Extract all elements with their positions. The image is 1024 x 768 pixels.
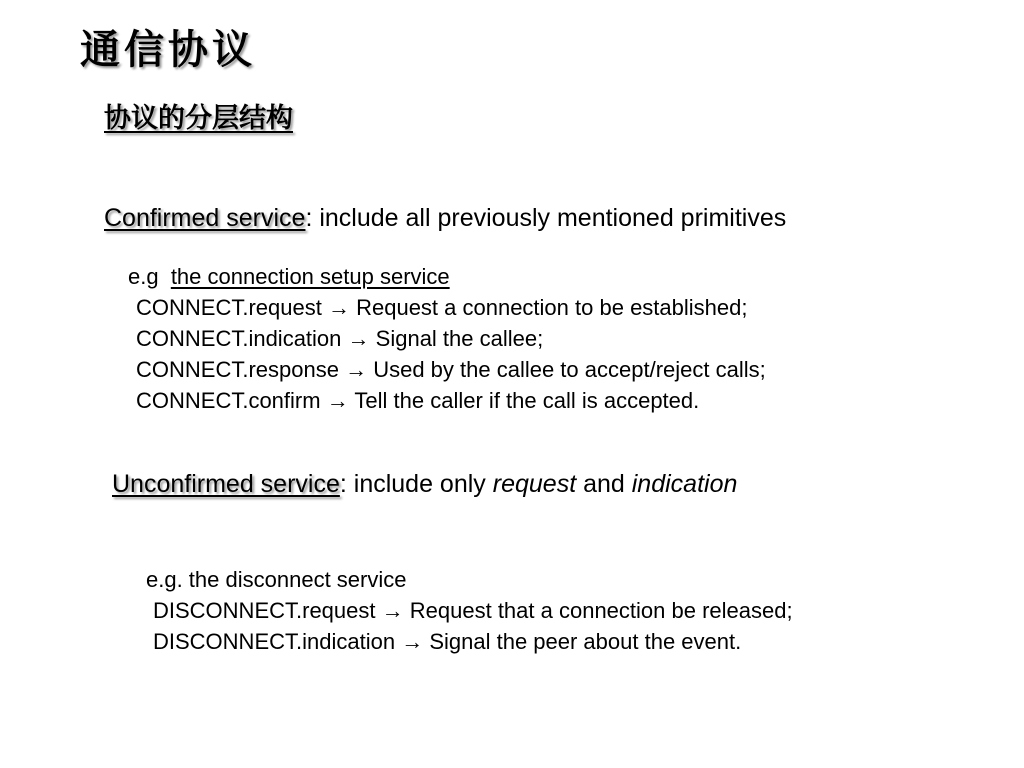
- primitive-name: DISCONNECT.indication: [153, 629, 396, 654]
- confirmed-example-prefix: e.g: [128, 264, 171, 289]
- primitive-desc: Tell the caller if the call is accepted.: [354, 388, 700, 413]
- primitive-line: [153, 629, 741, 655]
- arrow-right-icon: →: [347, 326, 370, 351]
- arrow-right-icon: →: [327, 295, 350, 320]
- unconfirmed-service-heading: [112, 470, 737, 499]
- primitive-desc: Signal the callee;: [375, 326, 544, 351]
- slide-subtitle: 协议的分层结构: [104, 103, 293, 134]
- arrow-right-icon: →: [326, 388, 349, 413]
- connection-setup-link: the connection setup service: [170, 264, 450, 289]
- primitive-desc: Used by the callee to accept/reject calls;: [373, 357, 766, 382]
- arrow-right-icon: →: [381, 598, 404, 623]
- confirmed-service-heading: [104, 204, 786, 233]
- primitive-line: [136, 326, 543, 352]
- confirmed-service-desc: include all previously mentioned primitives: [312, 204, 787, 232]
- primitive-name: CONNECT.indication: [136, 326, 342, 351]
- indication-word: indication: [631, 470, 738, 498]
- confirmed-colon: :: [305, 204, 313, 232]
- unconfirmed-example: e.g. the disconnect service: [146, 567, 407, 592]
- unconfirmed-colon: :: [339, 470, 347, 498]
- primitive-line: [136, 357, 766, 383]
- primitive-name: DISCONNECT.request: [153, 598, 376, 623]
- arrow-right-icon: →: [401, 629, 424, 654]
- primitive-desc: Request that a connection be released;: [409, 598, 793, 623]
- primitive-name: CONNECT.response: [136, 357, 339, 382]
- and-word: and: [576, 470, 632, 498]
- primitive-line: [153, 598, 793, 624]
- primitive-name: CONNECT.confirm: [136, 388, 321, 413]
- primitive-name: CONNECT.request: [136, 295, 322, 320]
- request-word: request: [492, 470, 577, 498]
- primitive-desc: Signal the peer about the event.: [429, 629, 742, 654]
- primitive-line: [136, 295, 747, 321]
- primitive-desc: Request a connection to be established;: [356, 295, 748, 320]
- confirmed-example: [128, 264, 450, 290]
- unconfirmed-service-term: Unconfirmed service: [112, 470, 340, 498]
- slide-title: 通信协议: [80, 26, 256, 73]
- primitive-line: [136, 388, 699, 414]
- arrow-right-icon: →: [345, 357, 368, 382]
- unconfirmed-desc-prefix: include only: [346, 470, 493, 498]
- confirmed-service-term: Confirmed service: [104, 204, 306, 232]
